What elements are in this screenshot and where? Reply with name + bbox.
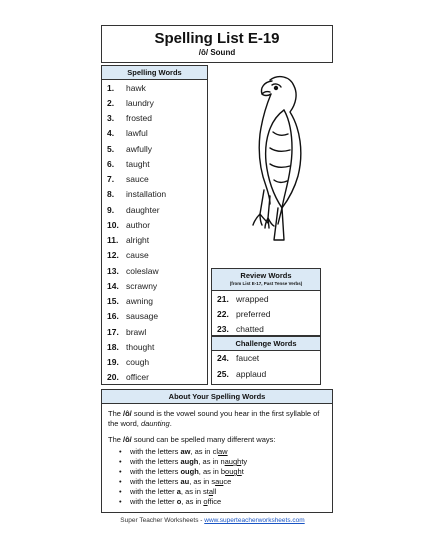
word-row: [107, 205, 160, 215]
footer-brand: Super Teacher Worksheets -: [120, 517, 205, 524]
bullet-icon: •: [119, 487, 122, 496]
text-fragment: with the letter: [130, 497, 177, 506]
word-row: [217, 309, 271, 319]
text-fragment: st: [202, 487, 209, 496]
underlined-letters: au: [215, 477, 224, 486]
word-number: 22.: [217, 309, 229, 319]
underlined-letters: o: [203, 497, 208, 506]
word-number: 13.: [107, 266, 119, 276]
spelling-pattern-item: [119, 477, 231, 487]
text-fragment: sound can be spelled many different ways:: [131, 435, 276, 444]
text-fragment: with the letters: [130, 477, 181, 486]
bullet-icon: •: [119, 447, 122, 456]
review-words-box: [211, 268, 321, 336]
underlined-letters: augh: [224, 457, 242, 466]
letter-pattern: aw: [180, 447, 191, 456]
word-row: [107, 281, 157, 291]
word-row: [107, 113, 152, 123]
word-text: awfully: [126, 144, 152, 154]
word-number: 8.: [107, 189, 115, 199]
text-fragment: , as in: [181, 497, 204, 506]
about-heading: About Your Spelling Words: [102, 390, 332, 404]
word-text: hawk: [126, 83, 146, 93]
word-number: 5.: [107, 144, 115, 154]
word-text: cause: [126, 250, 149, 260]
footer-link[interactable]: www.superteacherworksheets.com: [204, 517, 305, 524]
text-fragment: s: [211, 477, 216, 486]
word-row: [107, 83, 146, 93]
word-number: 17.: [107, 327, 119, 337]
bullet-icon: •: [119, 457, 122, 466]
word-text: faucet: [236, 353, 260, 363]
text-fragment: , as in: [189, 477, 212, 486]
page-title: Spelling List E-19: [154, 30, 280, 47]
spelling-pattern-item: [119, 447, 228, 457]
about-paragraph-2: [108, 435, 330, 445]
letter-pattern: au: [180, 477, 190, 486]
spelling-words-box: [101, 65, 208, 385]
challenge-words-heading: Challenge Words: [212, 337, 320, 351]
underlined-letters: aw: [217, 447, 228, 456]
word-text: coleslaw: [126, 266, 159, 276]
word-row: [107, 220, 150, 230]
review-words-subtitle: (from List E-17, Past Tense Verbs): [229, 281, 303, 286]
letter-pattern: ough: [180, 467, 199, 476]
word-number: 12.: [107, 250, 119, 260]
word-row: [107, 266, 159, 276]
word-text: installation: [126, 189, 167, 199]
word-number: 24.: [217, 353, 229, 363]
footer: [0, 517, 425, 524]
word-text: taught: [126, 159, 150, 169]
example-word: daunting: [140, 419, 170, 428]
sound-symbol: /ô/: [123, 435, 132, 444]
bullet-icon: •: [119, 467, 122, 476]
word-row: [107, 235, 149, 245]
spelling-pattern-item: [119, 487, 216, 497]
word-number: 14.: [107, 281, 119, 291]
spelling-pattern-item: [119, 467, 244, 477]
bullet-icon: •: [119, 477, 122, 486]
word-row: [217, 353, 259, 363]
word-text: cough: [126, 357, 150, 367]
word-number: 20.: [107, 372, 119, 382]
word-number: 25.: [217, 369, 229, 379]
word-row: [107, 98, 154, 108]
letter-pattern: o: [176, 497, 182, 506]
letter-pattern: augh: [180, 457, 199, 466]
word-text: lawful: [126, 128, 148, 138]
word-number: 6.: [107, 159, 115, 169]
word-text: frosted: [126, 113, 152, 123]
text-fragment: ll: [212, 487, 217, 496]
word-number: 16.: [107, 311, 119, 321]
word-text: brawl: [126, 327, 147, 337]
about-paragraph-1: [108, 409, 330, 429]
word-row: [107, 327, 146, 337]
word-row: [107, 311, 158, 321]
underlined-letters: a: [208, 487, 213, 496]
word-number: 11.: [107, 235, 119, 245]
text-fragment: , as in: [190, 447, 213, 456]
text-fragment: t: [241, 467, 244, 476]
word-number: 21.: [217, 294, 229, 304]
word-number: 3.: [107, 113, 115, 123]
word-text: daughter: [126, 205, 160, 215]
word-number: 18.: [107, 342, 119, 352]
about-box: [101, 389, 333, 513]
text-fragment: n: [220, 457, 225, 466]
text-fragment: sound is the vowel sound you hear in the first syllable of the word,: [108, 409, 320, 428]
spelling-pattern-item: [119, 457, 247, 467]
text-fragment: b: [220, 467, 226, 476]
sound-symbol: /ô/: [123, 409, 132, 418]
text-fragment: with the letters: [130, 457, 181, 466]
word-number: 2.: [107, 98, 115, 108]
title-box: [101, 25, 333, 63]
spelling-pattern-item: [119, 497, 221, 507]
word-number: 1.: [107, 83, 115, 93]
text-fragment: ty: [241, 457, 248, 466]
text-fragment: , as in: [180, 487, 203, 496]
text-fragment: with the letters: [130, 447, 181, 456]
word-text: awning: [126, 296, 153, 306]
word-number: 7.: [107, 174, 115, 184]
word-row: [217, 369, 266, 379]
word-row: [107, 250, 149, 260]
word-row: [107, 296, 153, 306]
word-text: laundry: [126, 98, 154, 108]
word-row: [107, 372, 149, 382]
challenge-words-box: [211, 336, 321, 385]
word-text: chatted: [236, 324, 264, 334]
word-text: scrawny: [126, 281, 158, 291]
word-row: [107, 128, 148, 138]
underlined-letters: ough: [225, 467, 242, 476]
word-text: sausage: [126, 311, 159, 321]
word-text: wrapped: [236, 294, 269, 304]
word-text: thought: [126, 342, 155, 352]
review-words-heading: [212, 269, 320, 291]
spelling-words-heading: Spelling Words: [102, 66, 207, 80]
review-words-title: Review Words: [240, 271, 292, 280]
word-number: 23.: [217, 324, 229, 334]
text-fragment: , as in: [198, 457, 221, 466]
word-row: [107, 144, 152, 154]
page-subtitle: /ô/ Sound: [198, 48, 236, 57]
word-text: alright: [126, 235, 150, 245]
bullet-icon: •: [119, 497, 122, 506]
word-row: [107, 342, 154, 352]
text-fragment: ffice: [207, 497, 222, 506]
word-number: 19.: [107, 357, 119, 367]
text-fragment: The: [108, 409, 124, 418]
hawk-illustration: [226, 72, 318, 244]
letter-pattern: a: [176, 487, 181, 496]
word-row: [217, 324, 264, 334]
word-number: 10.: [107, 220, 119, 230]
word-row: [107, 174, 149, 184]
word-number: 9.: [107, 205, 115, 215]
word-text: author: [126, 220, 151, 230]
text-fragment: with the letters: [130, 467, 181, 476]
word-row: [107, 159, 150, 169]
word-row: [107, 189, 166, 199]
text-fragment: cl: [212, 447, 218, 456]
text-fragment: .: [169, 419, 172, 428]
word-number: 15.: [107, 296, 119, 306]
text-fragment: with the letter: [130, 487, 177, 496]
text-fragment: The: [108, 435, 124, 444]
word-text: applaud: [236, 369, 267, 379]
text-fragment: ce: [223, 477, 232, 486]
word-text: officer: [126, 372, 149, 382]
text-fragment: , as in: [198, 467, 221, 476]
word-text: preferred: [236, 309, 271, 319]
word-text: sauce: [126, 174, 149, 184]
word-number: 4.: [107, 128, 115, 138]
word-row: [107, 357, 149, 367]
word-row: [217, 294, 269, 304]
